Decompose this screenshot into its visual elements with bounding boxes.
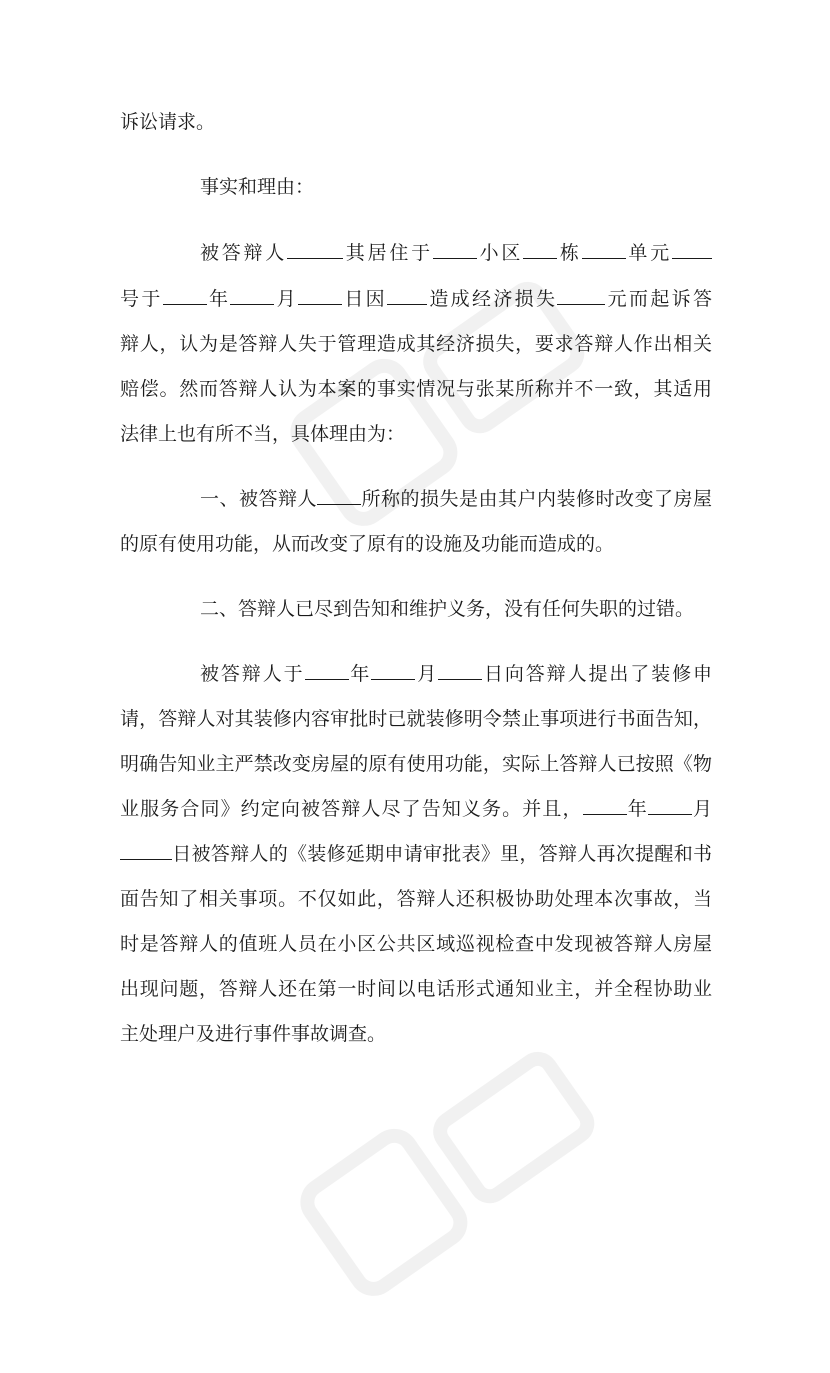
text-segment: 造成经济损失 [427, 288, 558, 310]
para-line-4 [120, 797, 712, 821]
para-line-9 [120, 1022, 712, 1046]
line-7 [120, 422, 712, 446]
line-6 [120, 377, 712, 401]
line-text: 赔偿。然而答辩人认为本案的事实情况与张某所称并不一致，其适用 [120, 378, 712, 400]
text-segment: 其居住于 [343, 242, 433, 264]
line-text: 二、答辩人已尽到告知和维护义务，没有任何失职的过错。 [200, 598, 695, 620]
fill-blank[interactable] [387, 287, 427, 305]
line-text: 事实和理由： [200, 176, 315, 198]
line-text: 明确告知业主严禁改变房屋的原有使用功能，实际上答辩人已按照《物 [120, 753, 712, 775]
line-text: 的原有使用功能，从而改变了原有的设施及功能而造成的。 [120, 533, 615, 555]
para-line-8 [120, 977, 712, 1001]
fill-blank[interactable] [120, 842, 172, 860]
line-text: 请，答辩人对其装修内容审批时已就装修明令禁止事项进行书面告知， [120, 708, 712, 730]
line-3 [120, 241, 712, 265]
reason-1-line-1 [120, 487, 712, 511]
fill-blank[interactable] [305, 662, 349, 680]
text-segment: 日向答辩人提出了装修申 [482, 663, 712, 685]
fill-blank[interactable] [523, 241, 557, 259]
para-line-1 [120, 662, 712, 686]
text-segment: 被答辩人于 [200, 663, 305, 685]
reason-2-heading [120, 597, 712, 621]
text-segment: 一、被答辩人 [200, 488, 317, 510]
fill-blank[interactable] [298, 287, 342, 305]
text-segment: 月 [415, 663, 439, 685]
text-segment: 日被答辩人的《装修延期申请审批表》里，答辩人再次提醒和书 [172, 843, 712, 865]
text-segment: 年 [206, 288, 231, 310]
fill-blank[interactable] [648, 797, 692, 815]
fill-blank[interactable] [163, 287, 207, 305]
fill-blank[interactable] [557, 287, 605, 305]
fill-blank[interactable] [582, 241, 626, 259]
fill-blank[interactable] [583, 797, 627, 815]
fill-blank[interactable] [672, 241, 712, 259]
text-segment: 单元 [625, 242, 672, 264]
line-text: 面告知了相关事项。不仅如此，答辩人还积极协助处理本次事故，当 [120, 888, 712, 910]
para-line-2 [120, 707, 712, 731]
text-segment: 月 [274, 288, 299, 310]
text-segment: 日因 [342, 288, 388, 310]
line-text: 出现问题，答辩人还在第一时间以电话形式通知业主，并全程协助业 [120, 978, 712, 1000]
fill-blank[interactable] [287, 241, 343, 259]
line-text: 诉讼请求。 [120, 111, 216, 133]
fill-blank[interactable] [230, 287, 274, 305]
line-4 [120, 287, 712, 311]
line-1 [120, 110, 712, 134]
text-segment: 元而起诉答 [605, 288, 712, 310]
para-line-3 [120, 752, 712, 776]
section-heading-facts [120, 175, 712, 199]
text-segment: 栋 [557, 242, 582, 264]
fill-blank[interactable] [438, 662, 482, 680]
reason-1-line-2 [120, 532, 712, 556]
fill-blank[interactable] [433, 241, 477, 259]
line-text: 主处理户及进行事件事故调查。 [120, 1023, 387, 1045]
para-line-6 [120, 887, 712, 911]
text-segment: 业服务合同》约定向被答辩人尽了告知义务。并且， [120, 798, 583, 820]
line-text: 法律上也有所不当，具体理由为： [120, 423, 406, 445]
text-segment: 被答辩人 [200, 242, 288, 264]
line-text: 时是答辩人的值班人员在小区公共区域巡视检查中发现被答辩人房屋 [120, 933, 712, 955]
text-segment: 年 [348, 663, 372, 685]
text-segment: 所称的损失是由其户内装修时改变了房屋 [361, 488, 712, 510]
fill-blank[interactable] [371, 662, 415, 680]
line-text: 辩人，认为是答辩人失于管理造成其经济损失，要求答辩人作出相关 [120, 333, 712, 355]
text-segment: 号于 [120, 288, 163, 310]
fill-blank[interactable] [317, 487, 361, 505]
text-segment: 年 [626, 798, 648, 820]
para-line-7 [120, 932, 712, 956]
line-5 [120, 332, 712, 356]
para-line-5 [120, 842, 712, 866]
text-segment: 小区 [476, 242, 524, 264]
text-segment: 月 [691, 798, 712, 820]
